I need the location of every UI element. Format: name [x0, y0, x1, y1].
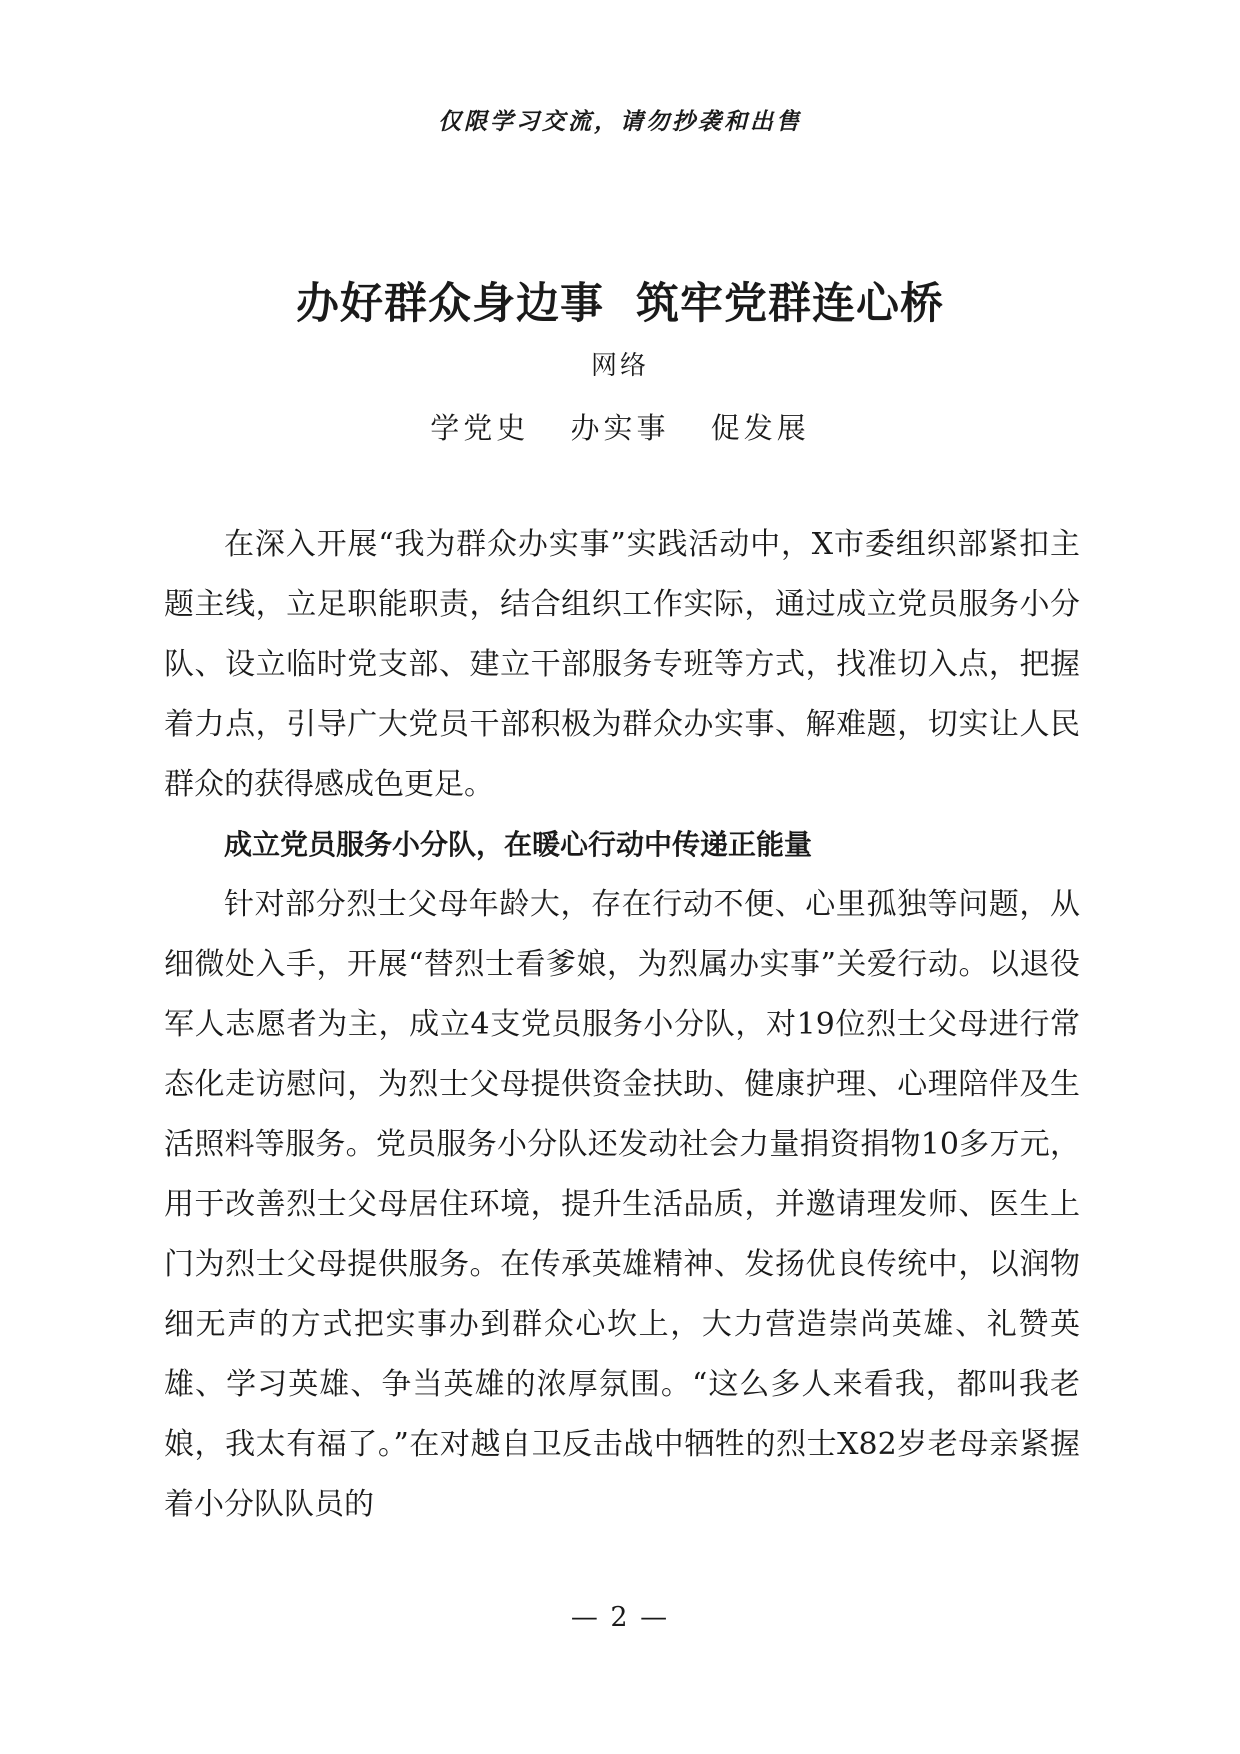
body-paragraph: 针对部分烈士父母年龄大，存在行动不便、心里孤独等问题，从细微处入手，开展“替烈士看爹娘，为烈属办实事”关爱行动。以退役军人志愿者为主，成立4支党员服务小分队，对19位烈士父母进行常态化走访慰问，为烈士父母提供资金扶助、健康护理、心理陪伴及生活照料等服务。党员服务小分队还发动社会力量捐资捐物10多万元，用于改善烈士父母居住环境，提升生活品质，并邀请理发师、医生上门为烈士父母提供服务。在传承英雄精神、发扬优良传统中，以润物细无声的方式把实事办到群众心坎上，大力营造崇尚英雄、礼赞英雄、学习英雄、争当英雄的浓厚氛围。“这么多人来看我，都叫我老娘，我太有福了。”在对越自卫反击战中牺牲的烈士X82岁老母亲紧握着小分队队员的	[164, 887, 1080, 1522]
page-number: — 2 —	[570, 1602, 670, 1633]
section-heading: 成立党员服务小分队，在暖心行动中传递正能量	[224, 828, 813, 861]
body-paragraph: 在深入开展“我为群众办实事”实践活动中，X市委组织部紧扣主题主线，立足职能职责，结合组织工作实际，通过成立党员服务小分队、设立临时党支部、建立干部服务专班等方式，找准切入点，把握着力点，引导广大党员干部积极为群众办实事、解难题，切实让人民群众的获得感成色更足。	[164, 527, 1080, 802]
subtitle-item: 促发展	[710, 411, 810, 445]
article-subtitle	[0, 406, 1240, 450]
article-body	[164, 515, 1080, 1535]
header-note: 仅限学习交流，请勿抄袭和出售	[438, 109, 802, 135]
subtitle-item: 学党史	[430, 411, 530, 445]
subtitle-item: 办实事	[570, 411, 670, 445]
article-source: 网络	[590, 351, 649, 381]
article-title: 办好群众身边事 筑牢党群连心桥	[296, 279, 944, 329]
